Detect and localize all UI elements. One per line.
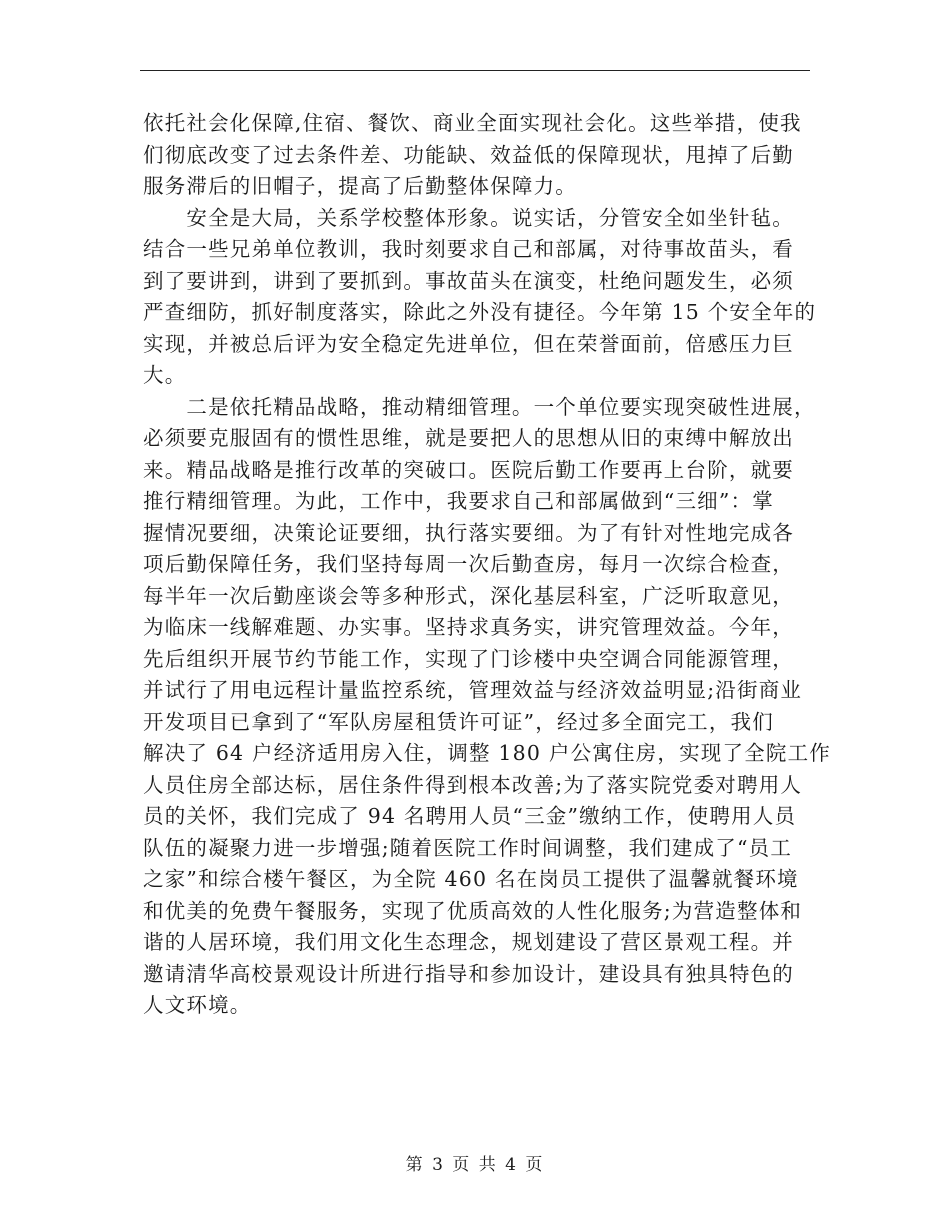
text-line: 谐的人居环境，我们用文化生态理念，规划建设了营区景观工程。并 bbox=[143, 930, 794, 954]
text-line: 结合一些兄弟单位教训，我时刻要求自己和部属，对待事故苗头，看 bbox=[143, 237, 794, 261]
text-line: 邀请清华高校景观设计所进行指导和参加设计，建设具有独具特色的 bbox=[143, 961, 794, 986]
text-line: 队伍的凝聚力进一步增强;随着医院工作时间调整，我们建成了“员工 bbox=[143, 835, 793, 860]
text-line: 大。 bbox=[143, 363, 187, 387]
text-line: 服务滞后的旧帽子，提高了后勤整体保障力。 bbox=[143, 174, 577, 198]
text-line: 解决了 64 户经济适用房入住，调整 180 户公寓住房，实现了全院工作 bbox=[143, 741, 831, 765]
text-line: 到了要讲到，讲到了要抓到。事故苗头在演变，杜绝问题发生，必须 bbox=[143, 268, 794, 293]
text-line: 安全是大局，关系学校整体形象。说实话，分管安全如坐针毡。 bbox=[143, 205, 794, 230]
text-line: 和优美的免费午餐服务，实现了优质高效的人性化服务;为营造整体和 bbox=[143, 898, 803, 923]
text-line: 来。精品战略是推行改革的突破口。医院后勤工作要再上台阶，就要 bbox=[143, 457, 794, 482]
text-line: 依托社会化保障,住宿、餐饮、商业全面实现社会化。这些举措，使我 bbox=[143, 111, 802, 135]
text-line: 并试行了用电远程计量监控系统，管理效益与经济效益明显;沿街商业 bbox=[143, 678, 803, 702]
text-line: 严查细防，抓好制度落实，除此之外没有捷径。今年第 15 个安全年的 bbox=[143, 300, 817, 324]
text-line: 握情况要细，决策论证要细，执行落实要细。为了有针对性地完成各 bbox=[143, 520, 794, 545]
text-line: 人员住房全部达标，居住条件得到根本改善;为了落实院党委对聘用人 bbox=[143, 772, 803, 797]
text-line: 们彻底改变了过去条件差、功能缺、效益低的保障现状，甩掉了后勤 bbox=[143, 142, 794, 167]
text-line: 开发项目已拿到了“军队房屋租赁许可证”，经过多全面完工，我们 bbox=[143, 709, 774, 734]
text-line: 推行精细管理。为此，工作中，我要求自己和部属做到“三细”：掌 bbox=[143, 489, 774, 513]
text-line: 每半年一次后勤座谈会等多种形式，深化基层科室，广泛听取意见， bbox=[143, 583, 794, 608]
text-line: 员的关怀，我们完成了 94 名聘用人员“三金”缴纳工作，使聘用人员 bbox=[143, 804, 797, 828]
text-line: 二是依托精品战略，推动精细管理。一个单位要实现突破性进展， bbox=[143, 394, 816, 419]
header-rule bbox=[140, 70, 810, 71]
text-line: 之家”和综合楼午餐区，为全院 460 名在岗员工提供了温馨就餐环境 bbox=[143, 867, 799, 891]
page-number: 第 3 页 共 4 页 bbox=[405, 1155, 545, 1175]
text-line: 人文环境。 bbox=[143, 993, 252, 1017]
text-line: 先后组织开展节约节能工作，实现了门诊楼中央空调合同能源管理， bbox=[143, 646, 794, 671]
text-line: 项后勤保障任务，我们坚持每周一次后勤查房，每月一次综合检查， bbox=[143, 552, 794, 576]
text-line: 实现，并被总后评为安全稳定先进单位，但在荣誉面前，倍感压力巨 bbox=[143, 331, 794, 356]
text-line: 必须要克服固有的惯性思维，就是要把人的思想从旧的束缚中解放出 bbox=[143, 426, 794, 450]
document-body bbox=[143, 108, 831, 1022]
text-line: 为临床一线解难题、办实事。坚持求真务实，讲究管理效益。今年， bbox=[143, 615, 794, 639]
